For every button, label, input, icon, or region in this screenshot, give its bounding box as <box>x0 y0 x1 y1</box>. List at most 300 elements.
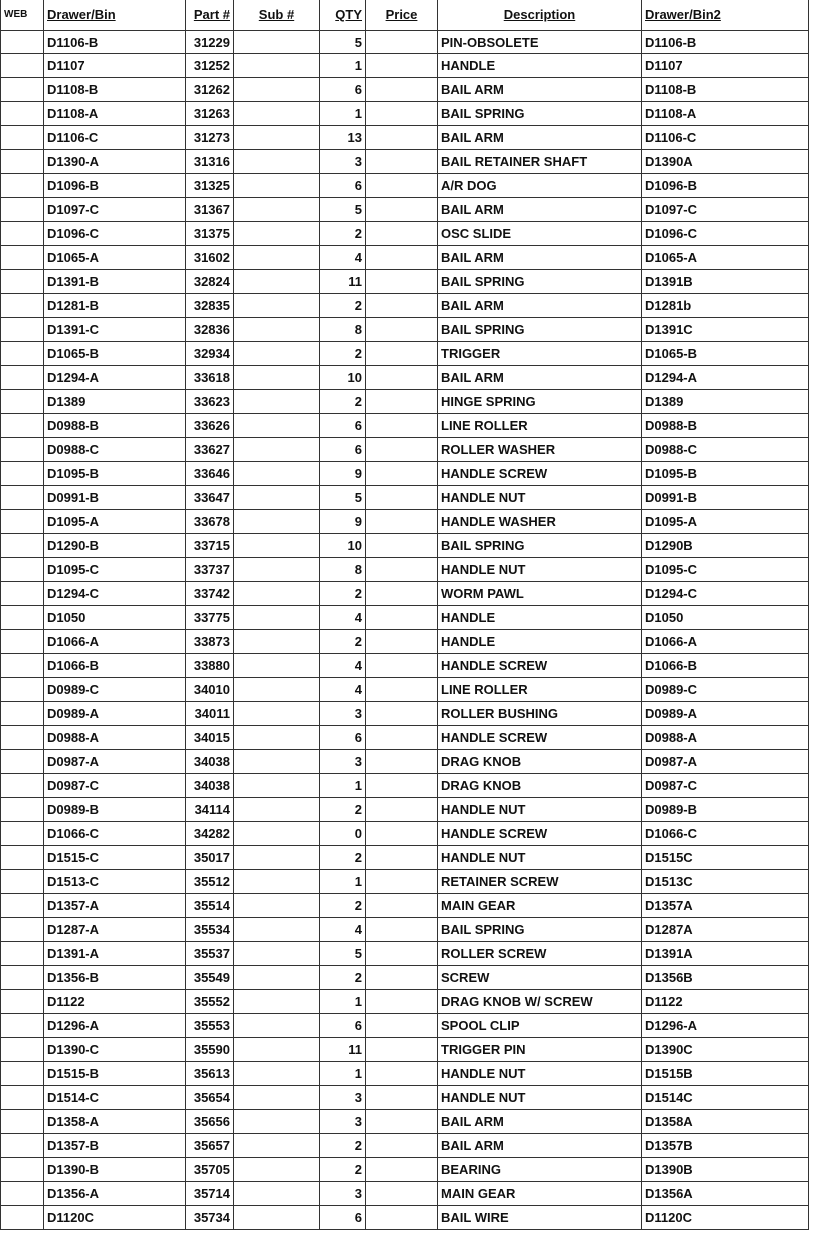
cell-description[interactable]: BAIL RETAINER SHAFT <box>438 150 642 174</box>
cell-web[interactable] <box>0 318 44 342</box>
cell-price[interactable] <box>366 1062 438 1086</box>
cell-part-number[interactable]: 35734 <box>186 1206 234 1230</box>
cell-web[interactable] <box>0 1014 44 1038</box>
cell-drawer-bin[interactable]: D1108-A <box>44 102 186 126</box>
cell-qty[interactable]: 2 <box>320 894 366 918</box>
cell-price[interactable] <box>366 630 438 654</box>
cell-drawer-bin2[interactable]: D1390C <box>642 1038 809 1062</box>
cell-part-number[interactable]: 35705 <box>186 1158 234 1182</box>
cell-description[interactable]: BAIL ARM <box>438 246 642 270</box>
cell-part-number[interactable]: 35537 <box>186 942 234 966</box>
cell-qty[interactable]: 5 <box>320 942 366 966</box>
cell-price[interactable] <box>366 30 438 54</box>
cell-drawer-bin[interactable]: D1050 <box>44 606 186 630</box>
cell-price[interactable] <box>366 54 438 78</box>
cell-drawer-bin2[interactable]: D1107 <box>642 54 809 78</box>
cell-qty[interactable]: 5 <box>320 30 366 54</box>
cell-part-number[interactable]: 35613 <box>186 1062 234 1086</box>
cell-description[interactable]: PIN-OBSOLETE <box>438 30 642 54</box>
cell-price[interactable] <box>366 294 438 318</box>
cell-description[interactable]: HANDLE <box>438 630 642 654</box>
cell-part-number[interactable]: 35512 <box>186 870 234 894</box>
cell-web[interactable] <box>0 486 44 510</box>
cell-price[interactable] <box>366 1014 438 1038</box>
cell-sub-number[interactable] <box>234 462 320 486</box>
cell-price[interactable] <box>366 1038 438 1062</box>
cell-drawer-bin2[interactable]: D1390B <box>642 1158 809 1182</box>
cell-description[interactable]: ROLLER WASHER <box>438 438 642 462</box>
cell-web[interactable] <box>0 1182 44 1206</box>
cell-price[interactable] <box>366 1110 438 1134</box>
cell-qty[interactable]: 4 <box>320 918 366 942</box>
cell-qty[interactable]: 6 <box>320 1014 366 1038</box>
cell-sub-number[interactable] <box>234 198 320 222</box>
cell-drawer-bin2[interactable]: D1095-B <box>642 462 809 486</box>
cell-qty[interactable]: 10 <box>320 366 366 390</box>
cell-drawer-bin[interactable]: D1515-C <box>44 846 186 870</box>
cell-drawer-bin[interactable]: D1391-A <box>44 942 186 966</box>
cell-description[interactable]: HANDLE SCREW <box>438 822 642 846</box>
cell-part-number[interactable]: 33715 <box>186 534 234 558</box>
cell-drawer-bin[interactable]: D1294-A <box>44 366 186 390</box>
cell-sub-number[interactable] <box>234 342 320 366</box>
cell-qty[interactable]: 2 <box>320 342 366 366</box>
cell-drawer-bin[interactable]: D1513-C <box>44 870 186 894</box>
cell-sub-number[interactable] <box>234 1086 320 1110</box>
cell-part-number[interactable]: 31325 <box>186 174 234 198</box>
cell-qty[interactable]: 5 <box>320 486 366 510</box>
cell-drawer-bin[interactable]: D1095-C <box>44 558 186 582</box>
cell-qty[interactable]: 3 <box>320 150 366 174</box>
cell-drawer-bin2[interactable]: D1106-C <box>642 126 809 150</box>
cell-price[interactable] <box>366 582 438 606</box>
cell-drawer-bin2[interactable]: D1108-B <box>642 78 809 102</box>
cell-price[interactable] <box>366 774 438 798</box>
cell-description[interactable]: HINGE SPRING <box>438 390 642 414</box>
cell-part-number[interactable]: 35552 <box>186 990 234 1014</box>
cell-sub-number[interactable] <box>234 1014 320 1038</box>
cell-price[interactable] <box>366 1182 438 1206</box>
cell-drawer-bin[interactable]: D1095-B <box>44 462 186 486</box>
cell-qty[interactable]: 5 <box>320 198 366 222</box>
cell-sub-number[interactable] <box>234 1110 320 1134</box>
cell-description[interactable]: BAIL SPRING <box>438 270 642 294</box>
cell-price[interactable] <box>366 270 438 294</box>
cell-qty[interactable]: 3 <box>320 1182 366 1206</box>
cell-drawer-bin2[interactable]: D1514C <box>642 1086 809 1110</box>
cell-description[interactable]: HANDLE <box>438 54 642 78</box>
cell-sub-number[interactable] <box>234 1206 320 1230</box>
cell-web[interactable] <box>0 510 44 534</box>
cell-qty[interactable]: 9 <box>320 510 366 534</box>
cell-drawer-bin[interactable]: D1287-A <box>44 918 186 942</box>
cell-web[interactable] <box>0 1158 44 1182</box>
cell-web[interactable] <box>0 558 44 582</box>
cell-drawer-bin[interactable]: D0988-B <box>44 414 186 438</box>
cell-description[interactable]: MAIN GEAR <box>438 1182 642 1206</box>
cell-sub-number[interactable] <box>234 414 320 438</box>
cell-web[interactable] <box>0 798 44 822</box>
cell-drawer-bin[interactable]: D1390-B <box>44 1158 186 1182</box>
cell-price[interactable] <box>366 990 438 1014</box>
cell-web[interactable] <box>0 78 44 102</box>
cell-part-number[interactable]: 34282 <box>186 822 234 846</box>
cell-price[interactable] <box>366 318 438 342</box>
cell-drawer-bin[interactable]: D1095-A <box>44 510 186 534</box>
cell-price[interactable] <box>366 342 438 366</box>
cell-drawer-bin[interactable]: D1066-C <box>44 822 186 846</box>
cell-drawer-bin2[interactable]: D1065-A <box>642 246 809 270</box>
cell-description[interactable]: A/R DOG <box>438 174 642 198</box>
cell-price[interactable] <box>366 1158 438 1182</box>
cell-web[interactable] <box>0 942 44 966</box>
cell-description[interactable]: HANDLE WASHER <box>438 510 642 534</box>
cell-drawer-bin2[interactable]: D1066-B <box>642 654 809 678</box>
cell-drawer-bin[interactable]: D0987-C <box>44 774 186 798</box>
cell-description[interactable]: SPOOL CLIP <box>438 1014 642 1038</box>
cell-sub-number[interactable] <box>234 678 320 702</box>
cell-part-number[interactable]: 31252 <box>186 54 234 78</box>
cell-sub-number[interactable] <box>234 1038 320 1062</box>
cell-description[interactable]: BAIL SPRING <box>438 102 642 126</box>
cell-drawer-bin[interactable]: D1106-B <box>44 30 186 54</box>
cell-drawer-bin[interactable]: D1390-C <box>44 1038 186 1062</box>
cell-drawer-bin2[interactable]: D1515B <box>642 1062 809 1086</box>
cell-qty[interactable]: 3 <box>320 702 366 726</box>
cell-sub-number[interactable] <box>234 606 320 630</box>
cell-part-number[interactable]: 35514 <box>186 894 234 918</box>
cell-drawer-bin[interactable]: D1097-C <box>44 198 186 222</box>
cell-web[interactable] <box>0 750 44 774</box>
cell-price[interactable] <box>366 222 438 246</box>
cell-sub-number[interactable] <box>234 486 320 510</box>
cell-qty[interactable]: 0 <box>320 822 366 846</box>
cell-price[interactable] <box>366 942 438 966</box>
cell-description[interactable]: HANDLE NUT <box>438 1062 642 1086</box>
cell-drawer-bin[interactable]: D1357-A <box>44 894 186 918</box>
cell-qty[interactable]: 4 <box>320 606 366 630</box>
cell-part-number[interactable]: 31602 <box>186 246 234 270</box>
cell-sub-number[interactable] <box>234 270 320 294</box>
cell-qty[interactable]: 1 <box>320 1062 366 1086</box>
cell-description[interactable]: HANDLE SCREW <box>438 654 642 678</box>
cell-qty[interactable]: 8 <box>320 558 366 582</box>
cell-drawer-bin[interactable]: D1106-C <box>44 126 186 150</box>
cell-drawer-bin2[interactable]: D1391B <box>642 270 809 294</box>
cell-drawer-bin2[interactable]: D1391C <box>642 318 809 342</box>
cell-drawer-bin[interactable]: D1356-A <box>44 1182 186 1206</box>
cell-drawer-bin[interactable]: D1290-B <box>44 534 186 558</box>
cell-part-number[interactable]: 33618 <box>186 366 234 390</box>
cell-part-number[interactable]: 32836 <box>186 318 234 342</box>
cell-sub-number[interactable] <box>234 510 320 534</box>
cell-web[interactable] <box>0 966 44 990</box>
cell-description[interactable]: BAIL SPRING <box>438 534 642 558</box>
cell-drawer-bin2[interactable]: D1296-A <box>642 1014 809 1038</box>
cell-sub-number[interactable] <box>234 798 320 822</box>
cell-part-number[interactable]: 33742 <box>186 582 234 606</box>
cell-drawer-bin2[interactable]: D1095-C <box>642 558 809 582</box>
cell-description[interactable]: BEARING <box>438 1158 642 1182</box>
cell-drawer-bin2[interactable]: D0987-A <box>642 750 809 774</box>
cell-sub-number[interactable] <box>234 630 320 654</box>
cell-description[interactable]: DRAG KNOB W/ SCREW <box>438 990 642 1014</box>
cell-drawer-bin2[interactable]: D1065-B <box>642 342 809 366</box>
cell-sub-number[interactable] <box>234 558 320 582</box>
cell-web[interactable] <box>0 102 44 126</box>
cell-part-number[interactable]: 33623 <box>186 390 234 414</box>
cell-qty[interactable]: 1 <box>320 990 366 1014</box>
cell-qty[interactable]: 4 <box>320 246 366 270</box>
cell-part-number[interactable]: 35657 <box>186 1134 234 1158</box>
cell-sub-number[interactable] <box>234 534 320 558</box>
cell-qty[interactable]: 1 <box>320 870 366 894</box>
cell-qty[interactable]: 3 <box>320 1086 366 1110</box>
cell-qty[interactable]: 10 <box>320 534 366 558</box>
cell-description[interactable]: BAIL ARM <box>438 1110 642 1134</box>
cell-price[interactable] <box>366 438 438 462</box>
cell-description[interactable]: BAIL ARM <box>438 366 642 390</box>
cell-drawer-bin[interactable]: D1296-A <box>44 1014 186 1038</box>
cell-web[interactable] <box>0 582 44 606</box>
cell-qty[interactable]: 1 <box>320 54 366 78</box>
cell-web[interactable] <box>0 630 44 654</box>
cell-price[interactable] <box>366 654 438 678</box>
cell-web[interactable] <box>0 126 44 150</box>
cell-drawer-bin[interactable]: D1066-A <box>44 630 186 654</box>
cell-part-number[interactable]: 35590 <box>186 1038 234 1062</box>
cell-drawer-bin[interactable]: D1281-B <box>44 294 186 318</box>
cell-sub-number[interactable] <box>234 750 320 774</box>
cell-qty[interactable]: 2 <box>320 966 366 990</box>
cell-drawer-bin2[interactable]: D1097-C <box>642 198 809 222</box>
cell-price[interactable] <box>366 1206 438 1230</box>
cell-web[interactable] <box>0 414 44 438</box>
cell-web[interactable] <box>0 846 44 870</box>
cell-price[interactable] <box>366 198 438 222</box>
cell-part-number[interactable]: 33880 <box>186 654 234 678</box>
cell-drawer-bin2[interactable]: D1050 <box>642 606 809 630</box>
cell-qty[interactable]: 4 <box>320 678 366 702</box>
cell-drawer-bin[interactable]: D1294-C <box>44 582 186 606</box>
cell-description[interactable]: DRAG KNOB <box>438 750 642 774</box>
cell-web[interactable] <box>0 462 44 486</box>
cell-drawer-bin2[interactable]: D1356B <box>642 966 809 990</box>
cell-price[interactable] <box>366 366 438 390</box>
cell-drawer-bin[interactable]: D1356-B <box>44 966 186 990</box>
cell-part-number[interactable]: 31229 <box>186 30 234 54</box>
cell-part-number[interactable]: 33873 <box>186 630 234 654</box>
cell-web[interactable] <box>0 1110 44 1134</box>
cell-drawer-bin[interactable]: D1514-C <box>44 1086 186 1110</box>
cell-web[interactable] <box>0 222 44 246</box>
cell-sub-number[interactable] <box>234 438 320 462</box>
cell-drawer-bin2[interactable]: D1515C <box>642 846 809 870</box>
cell-part-number[interactable]: 34015 <box>186 726 234 750</box>
cell-price[interactable] <box>366 678 438 702</box>
cell-web[interactable] <box>0 1206 44 1230</box>
cell-sub-number[interactable] <box>234 774 320 798</box>
cell-part-number[interactable]: 31367 <box>186 198 234 222</box>
cell-description[interactable]: HANDLE NUT <box>438 798 642 822</box>
cell-price[interactable] <box>366 822 438 846</box>
cell-drawer-bin2[interactable]: D0988-C <box>642 438 809 462</box>
cell-price[interactable] <box>366 486 438 510</box>
cell-web[interactable] <box>0 654 44 678</box>
cell-sub-number[interactable] <box>234 1182 320 1206</box>
cell-drawer-bin[interactable]: D1358-A <box>44 1110 186 1134</box>
cell-qty[interactable]: 2 <box>320 390 366 414</box>
cell-web[interactable] <box>0 1038 44 1062</box>
cell-qty[interactable]: 2 <box>320 582 366 606</box>
cell-qty[interactable]: 2 <box>320 1134 366 1158</box>
cell-drawer-bin2[interactable]: D1122 <box>642 990 809 1014</box>
cell-drawer-bin2[interactable]: D0987-C <box>642 774 809 798</box>
cell-web[interactable] <box>0 366 44 390</box>
cell-drawer-bin2[interactable]: D1108-A <box>642 102 809 126</box>
cell-sub-number[interactable] <box>234 1134 320 1158</box>
cell-drawer-bin2[interactable]: D1120C <box>642 1206 809 1230</box>
cell-part-number[interactable]: 35534 <box>186 918 234 942</box>
cell-sub-number[interactable] <box>234 1158 320 1182</box>
cell-price[interactable] <box>366 702 438 726</box>
cell-price[interactable] <box>366 606 438 630</box>
cell-part-number[interactable]: 34038 <box>186 750 234 774</box>
cell-qty[interactable]: 2 <box>320 846 366 870</box>
cell-description[interactable]: RETAINER SCREW <box>438 870 642 894</box>
cell-part-number[interactable]: 33647 <box>186 486 234 510</box>
cell-description[interactable]: BAIL SPRING <box>438 918 642 942</box>
cell-drawer-bin[interactable]: D1515-B <box>44 1062 186 1086</box>
cell-drawer-bin[interactable]: D1096-C <box>44 222 186 246</box>
cell-drawer-bin2[interactable]: D0991-B <box>642 486 809 510</box>
cell-qty[interactable]: 8 <box>320 318 366 342</box>
cell-qty[interactable]: 11 <box>320 1038 366 1062</box>
cell-price[interactable] <box>366 918 438 942</box>
cell-drawer-bin2[interactable]: D1356A <box>642 1182 809 1206</box>
cell-sub-number[interactable] <box>234 918 320 942</box>
cell-price[interactable] <box>366 126 438 150</box>
cell-description[interactable]: TRIGGER PIN <box>438 1038 642 1062</box>
cell-description[interactable]: BAIL ARM <box>438 294 642 318</box>
cell-qty[interactable]: 1 <box>320 774 366 798</box>
cell-drawer-bin[interactable]: D1066-B <box>44 654 186 678</box>
cell-price[interactable] <box>366 798 438 822</box>
cell-part-number[interactable]: 33627 <box>186 438 234 462</box>
cell-description[interactable]: HANDLE SCREW <box>438 462 642 486</box>
cell-drawer-bin2[interactable]: D1357B <box>642 1134 809 1158</box>
cell-drawer-bin[interactable]: D0988-C <box>44 438 186 462</box>
cell-web[interactable] <box>0 870 44 894</box>
cell-description[interactable]: TRIGGER <box>438 342 642 366</box>
cell-qty[interactable]: 6 <box>320 438 366 462</box>
cell-description[interactable]: HANDLE NUT <box>438 1086 642 1110</box>
cell-part-number[interactable]: 31263 <box>186 102 234 126</box>
cell-description[interactable]: WORM PAWL <box>438 582 642 606</box>
cell-qty[interactable]: 4 <box>320 654 366 678</box>
cell-description[interactable]: HANDLE NUT <box>438 486 642 510</box>
cell-web[interactable] <box>0 198 44 222</box>
cell-web[interactable] <box>0 702 44 726</box>
cell-web[interactable] <box>0 270 44 294</box>
cell-description[interactable]: SCREW <box>438 966 642 990</box>
cell-sub-number[interactable] <box>234 870 320 894</box>
cell-part-number[interactable]: 33678 <box>186 510 234 534</box>
cell-sub-number[interactable] <box>234 30 320 54</box>
cell-drawer-bin2[interactable]: D1290B <box>642 534 809 558</box>
cell-part-number[interactable]: 35714 <box>186 1182 234 1206</box>
cell-price[interactable] <box>366 174 438 198</box>
cell-web[interactable] <box>0 606 44 630</box>
cell-description[interactable]: ROLLER BUSHING <box>438 702 642 726</box>
cell-web[interactable] <box>0 150 44 174</box>
cell-drawer-bin2[interactable]: D1389 <box>642 390 809 414</box>
cell-part-number[interactable]: 35654 <box>186 1086 234 1110</box>
cell-drawer-bin2[interactable]: D1096-B <box>642 174 809 198</box>
cell-drawer-bin[interactable]: D1391-C <box>44 318 186 342</box>
cell-sub-number[interactable] <box>234 126 320 150</box>
cell-sub-number[interactable] <box>234 1062 320 1086</box>
cell-part-number[interactable]: 33775 <box>186 606 234 630</box>
cell-description[interactable]: HANDLE SCREW <box>438 726 642 750</box>
cell-drawer-bin2[interactable]: D0989-A <box>642 702 809 726</box>
cell-price[interactable] <box>366 870 438 894</box>
cell-price[interactable] <box>366 1086 438 1110</box>
cell-drawer-bin2[interactable]: D1095-A <box>642 510 809 534</box>
cell-sub-number[interactable] <box>234 846 320 870</box>
cell-description[interactable]: BAIL SPRING <box>438 318 642 342</box>
cell-web[interactable] <box>0 342 44 366</box>
cell-sub-number[interactable] <box>234 78 320 102</box>
cell-web[interactable] <box>0 30 44 54</box>
cell-web[interactable] <box>0 54 44 78</box>
cell-web[interactable] <box>0 534 44 558</box>
cell-description[interactable]: DRAG KNOB <box>438 774 642 798</box>
cell-drawer-bin[interactable]: D0991-B <box>44 486 186 510</box>
cell-price[interactable] <box>366 150 438 174</box>
cell-price[interactable] <box>366 534 438 558</box>
cell-drawer-bin[interactable]: D1390-A <box>44 150 186 174</box>
cell-drawer-bin2[interactable]: D0988-A <box>642 726 809 750</box>
cell-sub-number[interactable] <box>234 894 320 918</box>
cell-drawer-bin[interactable]: D0987-A <box>44 750 186 774</box>
cell-drawer-bin2[interactable]: D1513C <box>642 870 809 894</box>
cell-qty[interactable]: 2 <box>320 1158 366 1182</box>
cell-web[interactable] <box>0 678 44 702</box>
cell-web[interactable] <box>0 894 44 918</box>
cell-part-number[interactable]: 34114 <box>186 798 234 822</box>
cell-price[interactable] <box>366 726 438 750</box>
cell-part-number[interactable]: 35553 <box>186 1014 234 1038</box>
cell-drawer-bin2[interactable]: D1357A <box>642 894 809 918</box>
cell-drawer-bin[interactable]: D1389 <box>44 390 186 414</box>
cell-sub-number[interactable] <box>234 246 320 270</box>
cell-drawer-bin[interactable]: D1107 <box>44 54 186 78</box>
cell-drawer-bin[interactable]: D0989-B <box>44 798 186 822</box>
cell-description[interactable]: MAIN GEAR <box>438 894 642 918</box>
cell-drawer-bin[interactable]: D1120C <box>44 1206 186 1230</box>
cell-description[interactable]: ROLLER SCREW <box>438 942 642 966</box>
cell-sub-number[interactable] <box>234 222 320 246</box>
cell-price[interactable] <box>366 102 438 126</box>
cell-drawer-bin2[interactable]: D1294-A <box>642 366 809 390</box>
cell-qty[interactable]: 6 <box>320 414 366 438</box>
cell-description[interactable]: HANDLE NUT <box>438 558 642 582</box>
cell-description[interactable]: BAIL ARM <box>438 126 642 150</box>
cell-qty[interactable]: 1 <box>320 102 366 126</box>
cell-description[interactable]: BAIL WIRE <box>438 1206 642 1230</box>
cell-drawer-bin[interactable]: D1391-B <box>44 270 186 294</box>
